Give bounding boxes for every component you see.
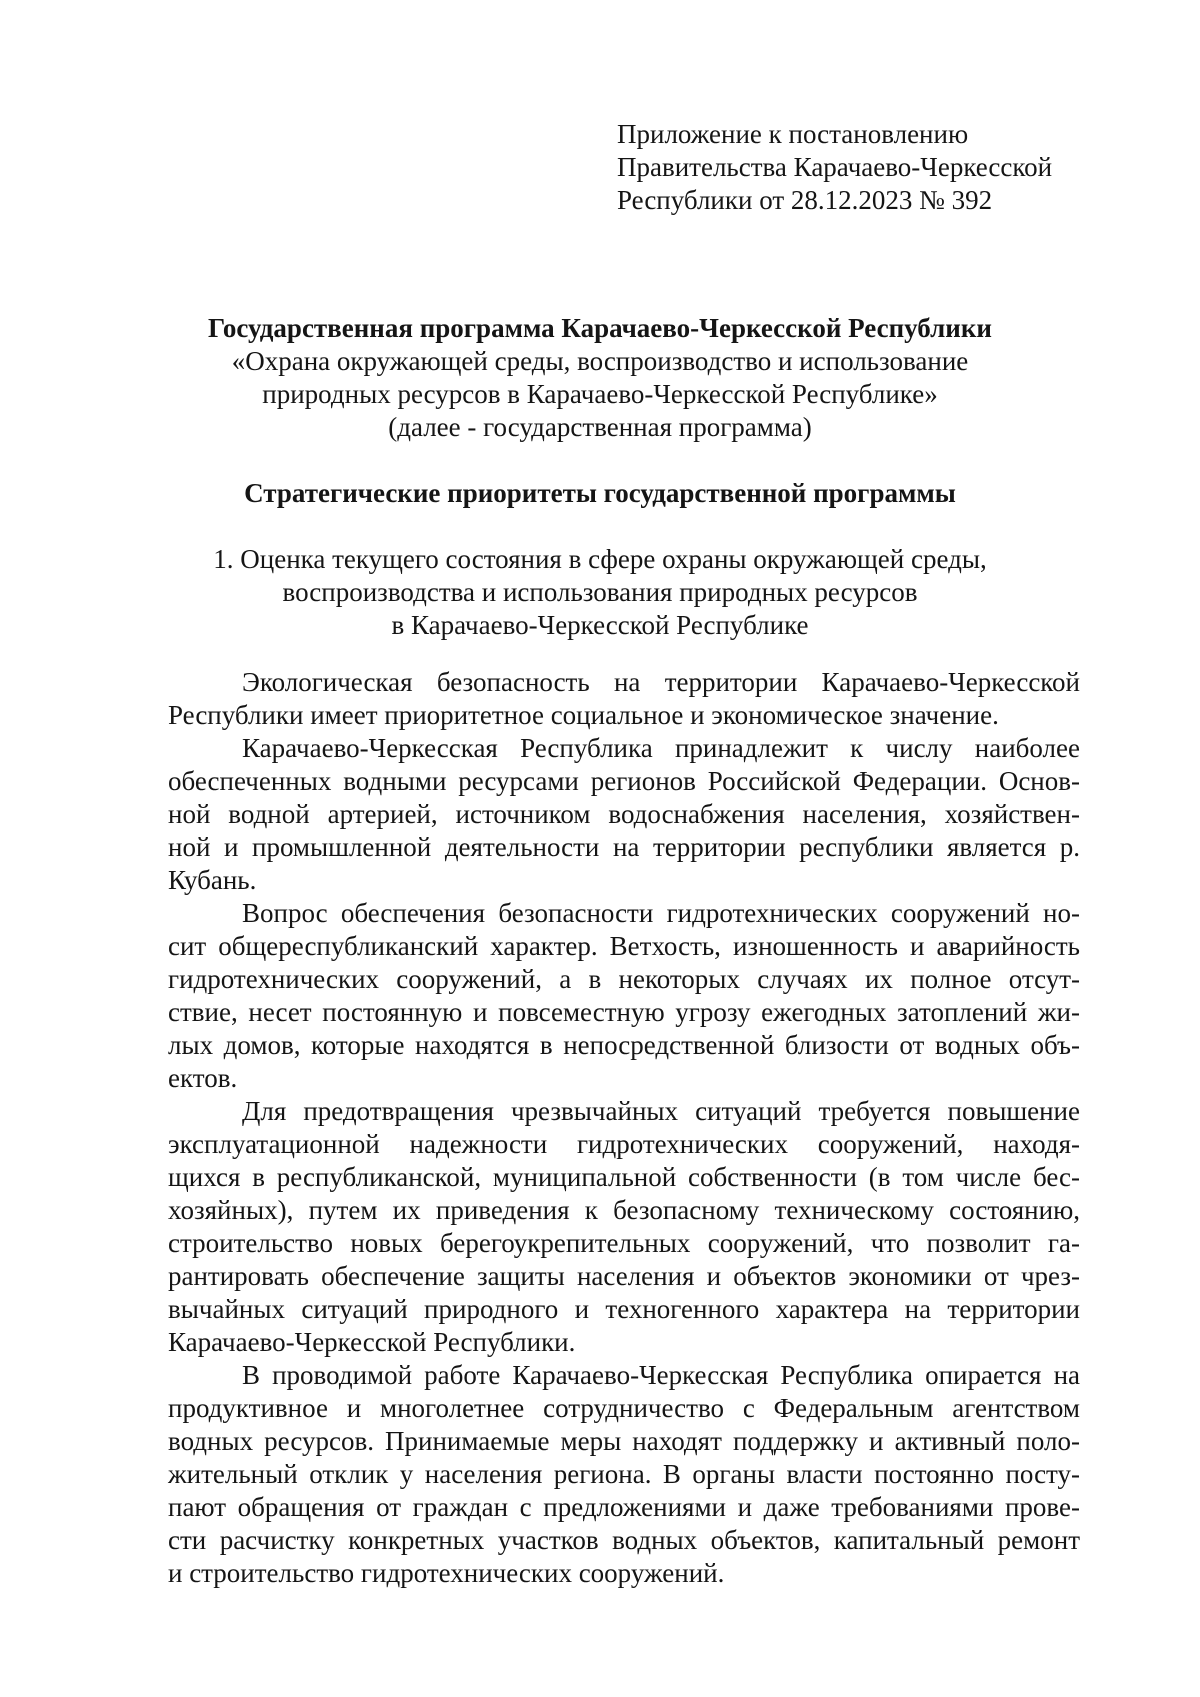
text-line: обеспеченных водными ресурсами регионов Российской Федерации. Основ- — [168, 766, 1080, 796]
text-line: строительство новых берегоукрепительных сооружений, что позволит га- — [168, 1228, 1080, 1258]
approval-line: Приложение к постановлению — [617, 119, 969, 149]
program-name-line: «Охрана окружающей среды, воспроизводство и использование — [231, 346, 969, 376]
section-heading-line: в Карачаево-Черкесской Республике — [391, 610, 809, 640]
section-heading-line: 1. Оценка текущего состояния в сфере охраны окружающей среды, — [213, 544, 987, 574]
text-line: Для предотвращения чрезвычайных ситуаций требуется повышение — [242, 1096, 1080, 1126]
paragraph — [168, 666, 1080, 732]
approval-line: Республики от 28.12.2023 № 392 — [617, 185, 993, 215]
text-line: рантировать обеспечение защиты населения и объектов экономики от чрез- — [168, 1261, 1080, 1291]
text-line: пают обращения от граждан с предложениями и даже требованиями прове- — [168, 1492, 1080, 1522]
approval-line: Правительства Карачаево-Черкесской — [617, 152, 1053, 182]
text-line: водных ресурсов. Принимаемые меры находят поддержку и активный поло- — [168, 1426, 1080, 1456]
text-line: ствие, несет постоянную и повсеместную угрозу ежегодных затоплений жи- — [168, 997, 1080, 1027]
text-line: жительный отклик у населения региона. В органы власти постоянно посту- — [168, 1459, 1080, 1489]
paragraph — [168, 732, 1080, 897]
text-line: Карачаево-Черкесской Республики. — [168, 1327, 576, 1357]
text-line: Карачаево-Черкесская Республика принадлежит к числу наиболее — [242, 733, 1080, 763]
text-line: лых домов, которые находятся в непосредственной близости от водных объ- — [168, 1030, 1080, 1060]
text-line: вычайных ситуаций природного и техногенного характера на территории — [168, 1294, 1080, 1324]
text-line: Республики имеет приоритетное социальное и экономическое значение. — [168, 700, 999, 730]
program-header — [150, 312, 1050, 444]
text-line: Вопрос обеспечения безопасности гидротехнических сооружений но- — [242, 898, 1080, 928]
text-line: В проводимой работе Карачаево-Черкесская Республика опирается на — [242, 1360, 1080, 1390]
text-line: ектов. — [168, 1063, 238, 1093]
section-heading-line: воспроизводства и использования природных ресурсов — [282, 577, 918, 607]
text-line: эксплуатационной надежности гидротехнических сооружений, находя- — [168, 1129, 1080, 1159]
section-1-heading — [150, 543, 1050, 642]
text-line: Кубань. — [168, 865, 257, 895]
program-title: Государственная программа Карачаево-Черкесской Республики — [208, 313, 992, 343]
program-note: (далее - государственная программа) — [388, 412, 812, 442]
paragraph — [168, 897, 1080, 1095]
text-line: сти расчистку конкретных участков водных объектов, капитальный ремонт — [168, 1525, 1080, 1555]
text-line: продуктивное и многолетнее сотрудничество с Федеральным агентством — [168, 1393, 1080, 1423]
text-line: ной водной артерией, источником водоснабжения населения, хозяйствен- — [168, 799, 1080, 829]
text-line: щихся в республиканской, муниципальной собственности (в том числе бес- — [168, 1162, 1080, 1192]
text-line: Экологическая безопасность на территории Карачаево-Черкесской — [242, 667, 1080, 697]
text-line: хозяйных), путем их приведения к безопасному техническому состоянию, — [168, 1195, 1080, 1225]
approval-note — [617, 118, 1137, 217]
priorities-heading: Стратегические приоритеты государственной программы — [244, 478, 956, 508]
text-line: и строительство гидротехнических сооружений. — [168, 1558, 725, 1588]
text-line: гидротехнических сооружений, а в некоторых случаях их полное отсут- — [168, 964, 1080, 994]
paragraph — [168, 1359, 1080, 1590]
text-line: ной и промышленной деятельности на территории республики является р. — [168, 832, 1080, 862]
text-line: сит общереспубликанский характер. Ветхость, изношенность и аварийность — [168, 931, 1080, 961]
program-name-line: природных ресурсов в Карачаево-Черкесской Республике» — [262, 379, 938, 409]
body-text — [168, 666, 1080, 1590]
paragraph — [168, 1095, 1080, 1359]
